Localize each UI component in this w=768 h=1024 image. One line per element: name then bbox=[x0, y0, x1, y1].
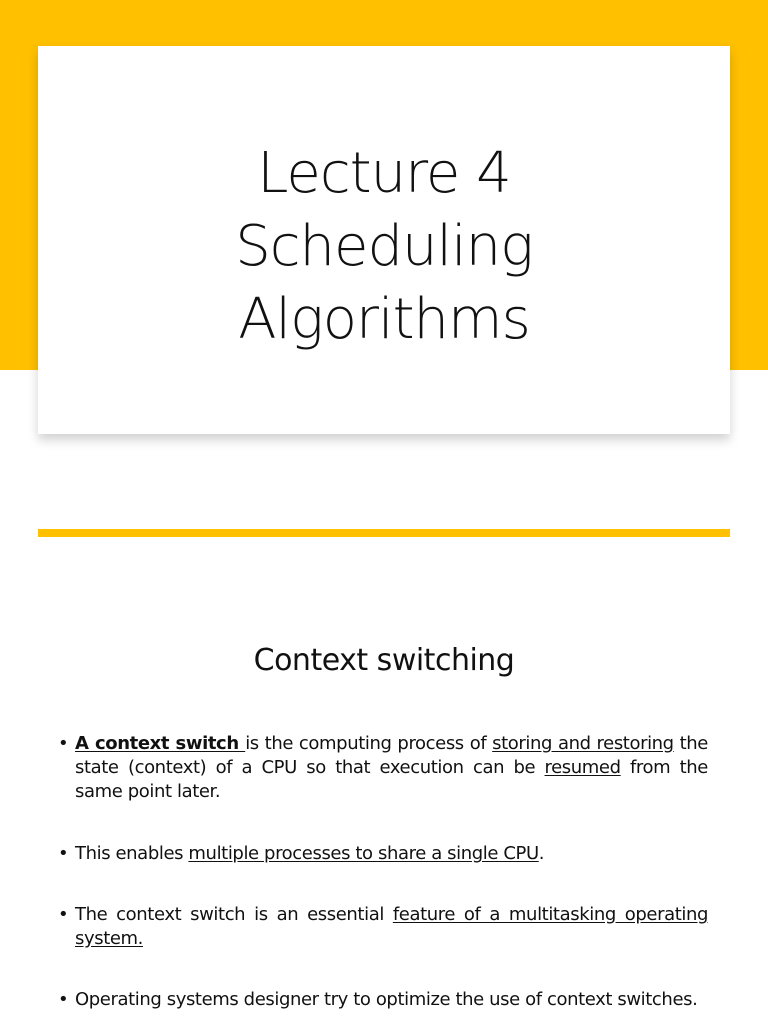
bullet-text: This enables bbox=[75, 843, 189, 864]
bullet-item bbox=[58, 988, 708, 1012]
title-line-2: Scheduling bbox=[235, 214, 533, 279]
title-line-1: Lecture 4 bbox=[257, 141, 511, 206]
bullet-text: . bbox=[538, 843, 545, 864]
underlined-phrase: multiple processes to share a single CPU bbox=[188, 843, 539, 864]
bullet-item bbox=[58, 842, 708, 866]
bullet-list bbox=[58, 732, 708, 1012]
bullet-text: from the same point later. bbox=[75, 757, 708, 802]
underlined-phrase: resumed bbox=[544, 757, 621, 778]
bullet-text: is the computing process of bbox=[245, 733, 493, 754]
term-context-switch: A context switch bbox=[75, 733, 246, 754]
title-line-3: Algorithms bbox=[238, 287, 530, 352]
bullet-text: Operating systems designer try to optimize the use of context switches. bbox=[75, 989, 698, 1010]
slide-heading: Context switching bbox=[253, 643, 515, 678]
bullet-text: The context switch is an essential bbox=[75, 904, 393, 925]
bullet-text: the state (context) of a CPU so that execution can be bbox=[75, 733, 708, 778]
bullet-item bbox=[58, 732, 708, 804]
slide-accent-divider bbox=[38, 529, 730, 537]
underlined-phrase: storing and restoring bbox=[492, 733, 674, 754]
bullet-item bbox=[58, 903, 708, 951]
slide-title bbox=[0, 137, 768, 356]
underlined-phrase: feature of a multitasking operating system. bbox=[75, 904, 708, 949]
